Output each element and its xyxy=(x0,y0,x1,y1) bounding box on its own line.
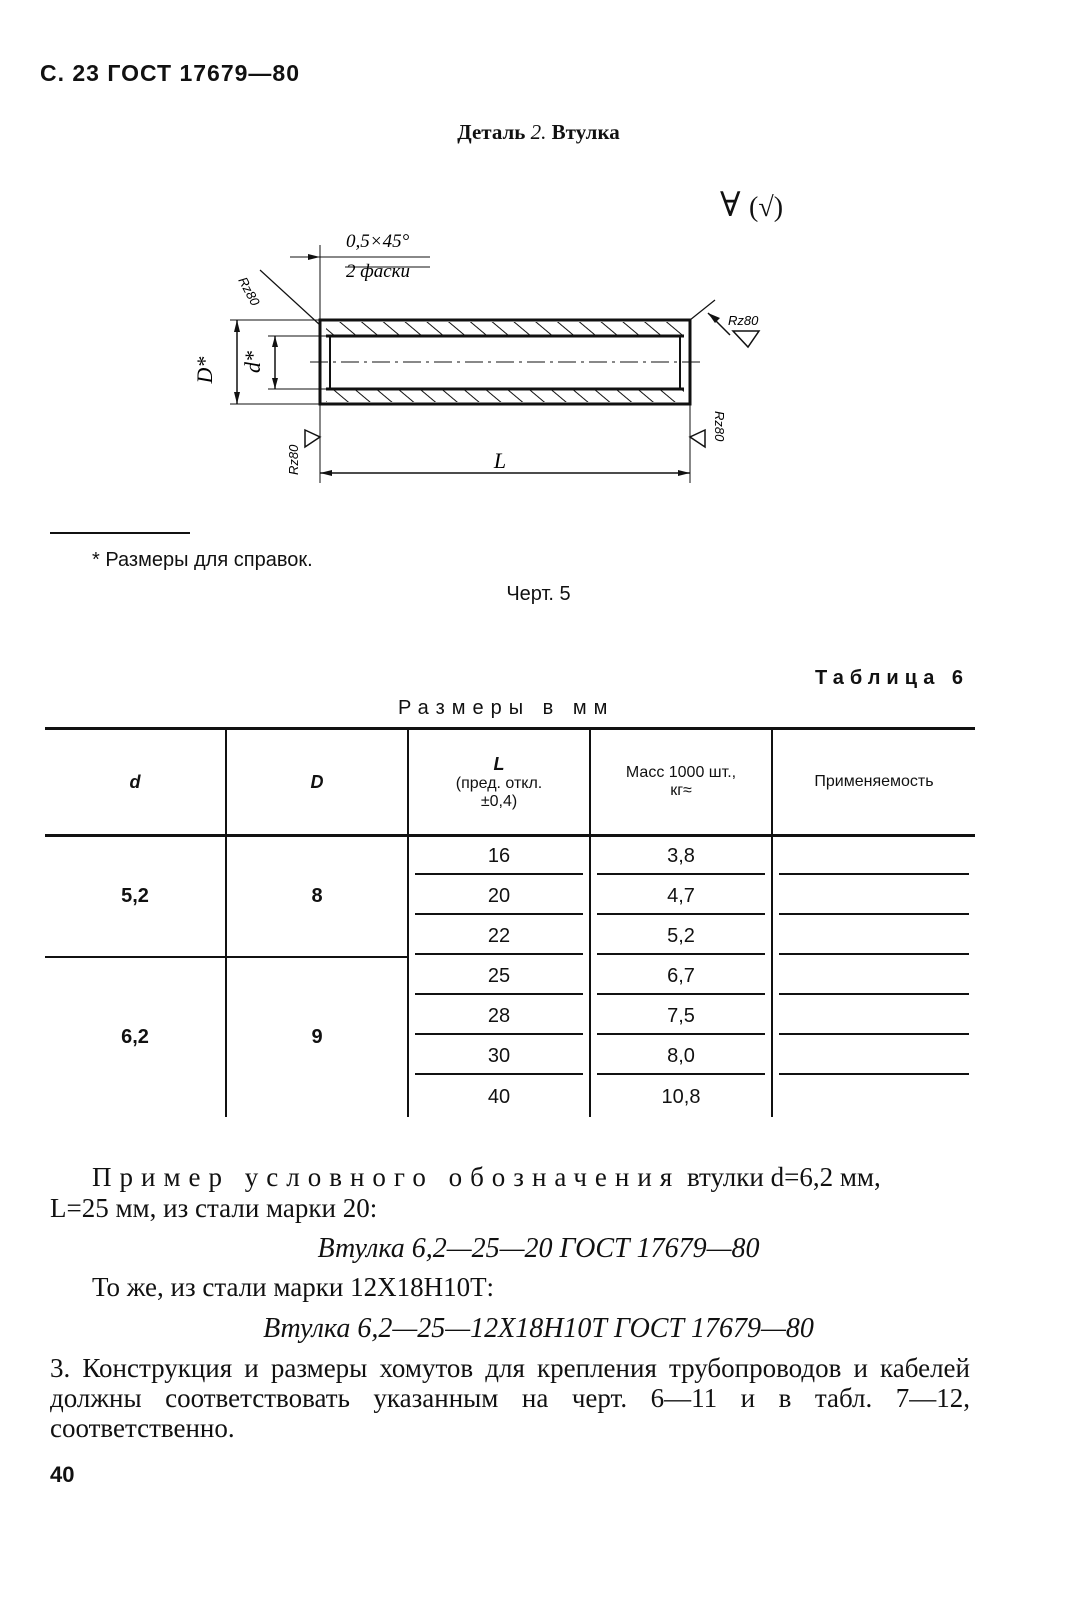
cell-use xyxy=(772,1037,975,1077)
part-name: Втулка xyxy=(551,120,620,144)
dim-D-label: D* xyxy=(192,356,217,384)
cell-mass: 3,8 xyxy=(590,836,772,878)
cell-d: 5,2 xyxy=(45,836,226,958)
cell-mass: 6,7 xyxy=(590,957,772,997)
cell-mass: 10,8 xyxy=(590,1077,772,1117)
cell-use xyxy=(772,917,975,957)
designation-intro: Пример условного обозначения втулки d=6,2 мм, xyxy=(92,1162,881,1192)
designation-example-2: Втулка 6,2—25—12Х18Н10Т ГОСТ 17679—80 xyxy=(263,1313,814,1344)
cell-L: 25 xyxy=(408,957,590,997)
header-d: d xyxy=(45,729,226,836)
cell-L: 30 xyxy=(408,1037,590,1077)
cell-L: 20 xyxy=(408,877,590,917)
cell-L: 22 xyxy=(408,917,590,957)
page-number: 40 xyxy=(50,1462,75,1487)
clause-3: 3. Конструкция и размеры хомутов для крепления трубопроводов и кабелей должны соответствовать указанным на черт. 6—11 и в табл. 7—12, соответственно. xyxy=(50,1353,970,1443)
cell-L: 16 xyxy=(408,836,590,878)
roughness-paren-icon: (√) xyxy=(749,192,784,223)
roughness-mark xyxy=(720,185,783,225)
rz-label-bottom-left: Rz80 xyxy=(286,444,301,475)
designation-example-1: Втулка 6,2—25—20 ГОСТ 17679—80 xyxy=(317,1233,760,1264)
header-use: Применяемость xyxy=(772,729,975,836)
document-header: С. 23 ГОСТ 17679—80 xyxy=(40,60,301,86)
rz-label-bottom-right: Rz80 xyxy=(712,411,727,442)
table-header-row xyxy=(45,729,975,836)
chamfer-label: 0,5×45° xyxy=(346,231,410,252)
cell-L: 28 xyxy=(408,997,590,1037)
cell-use xyxy=(772,997,975,1037)
table-units: Размеры в мм xyxy=(398,697,615,719)
cell-mass: 4,7 xyxy=(590,877,772,917)
cell-use xyxy=(772,1077,975,1117)
dim-L-label: L xyxy=(493,448,507,473)
dim-d-label: d* xyxy=(240,351,265,373)
cell-d: 6,2 xyxy=(45,957,226,1117)
top-wall-hatch xyxy=(326,322,684,335)
rz-label-top-right: Rz80 xyxy=(728,313,759,328)
header-D: D xyxy=(226,729,408,836)
footnote-rule xyxy=(50,532,190,534)
cell-use xyxy=(772,877,975,917)
roughness-main-icon: ∀ xyxy=(720,187,741,224)
part-title xyxy=(0,120,1077,145)
cell-mass: 5,2 xyxy=(590,917,772,957)
same-steel-text: То же, из стали марки 12Х18Н10Т: xyxy=(92,1272,495,1302)
dimensions-table xyxy=(45,727,975,1117)
cell-mass: 8,0 xyxy=(590,1037,772,1077)
cell-use xyxy=(772,957,975,997)
cell-L: 40 xyxy=(408,1077,590,1117)
cell-use xyxy=(772,836,975,878)
figure-caption: Черт. 5 xyxy=(506,583,571,605)
designation-intro-line2: L=25 мм, из стали марки 20: xyxy=(50,1193,378,1223)
table-row xyxy=(45,836,975,878)
cell-mass: 7,5 xyxy=(590,997,772,1037)
bushing-drawing xyxy=(180,225,780,495)
rz-label-top-left: Rz80 xyxy=(235,274,263,309)
cell-D: 8 xyxy=(226,836,408,958)
bottom-wall-hatch xyxy=(326,390,684,402)
chamfer-count: 2 фаски xyxy=(346,261,411,282)
cell-D: 9 xyxy=(226,957,408,1117)
table-label: Таблица 6 xyxy=(815,667,970,689)
footnote: * Размеры для справок. xyxy=(92,549,313,571)
part-number: 2. xyxy=(530,120,547,144)
header-mass: Масс 1000 шт., кг≈ xyxy=(590,729,772,836)
part-prefix: Деталь xyxy=(457,120,526,144)
table-row xyxy=(45,957,975,997)
header-L: L (пред. откл. ±0,4) xyxy=(408,729,590,836)
